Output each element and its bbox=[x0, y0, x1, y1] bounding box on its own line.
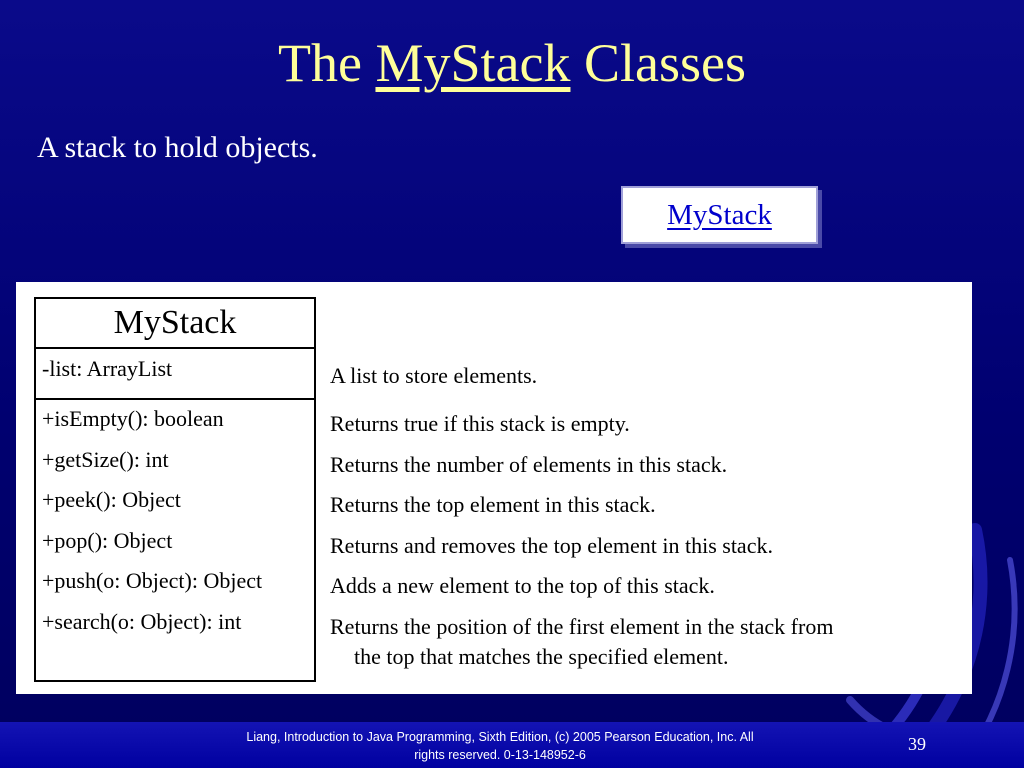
page-number: 39 bbox=[908, 734, 926, 754]
field-description: A list to store elements. bbox=[330, 363, 538, 388]
copyright-text bbox=[200, 728, 800, 764]
copyright-line-2: rights reserved. 0-13-148952-6 bbox=[414, 748, 586, 762]
uml-method: +pop(): Object bbox=[42, 527, 173, 553]
uml-field: -list: ArrayList bbox=[42, 356, 173, 381]
uml-diagram-panel bbox=[16, 282, 972, 694]
slide-subtitle: A stack to hold objects. bbox=[37, 131, 318, 164]
slide-title bbox=[0, 28, 1024, 98]
title-prefix: The bbox=[278, 33, 376, 93]
footer-bar bbox=[0, 722, 1024, 768]
uml-class-name: MyStack bbox=[36, 299, 314, 349]
method-descriptions bbox=[330, 409, 834, 669]
method-description: Returns and removes the top element in this stack. bbox=[330, 532, 773, 558]
uml-fields-section bbox=[36, 349, 314, 400]
method-description: Adds a new element to the top of this stack. bbox=[330, 573, 715, 599]
uml-method: +getSize(): int bbox=[42, 446, 169, 472]
uml-class-box bbox=[34, 297, 316, 682]
method-description-line1: Returns the position of the first element in the stack from bbox=[330, 613, 834, 639]
mystack-link-button[interactable]: MyStack bbox=[621, 186, 818, 244]
uml-methods-section bbox=[36, 400, 314, 646]
uml-method: +peek(): Object bbox=[42, 487, 181, 513]
method-description-line2: the top that matches the specified element. bbox=[354, 643, 729, 669]
uml-method: +isEmpty(): boolean bbox=[42, 406, 224, 431]
copyright-line-1: Liang, Introduction to Java Programming, Sixth Edition, (c) 2005 Pearson Education, Inc. All bbox=[246, 730, 754, 744]
uml-method: +search(o: Object): int bbox=[42, 608, 242, 634]
uml-method: +push(o: Object): Object bbox=[42, 568, 263, 594]
method-description: Returns the top element in this stack. bbox=[330, 492, 656, 518]
method-description: Returns true if this stack is empty. bbox=[330, 411, 630, 436]
method-description-multiline bbox=[330, 612, 834, 669]
title-suffix: Classes bbox=[570, 33, 746, 93]
title-mystack-link[interactable]: MyStack bbox=[375, 33, 571, 93]
method-description: Returns the number of elements in this stack. bbox=[330, 451, 728, 477]
